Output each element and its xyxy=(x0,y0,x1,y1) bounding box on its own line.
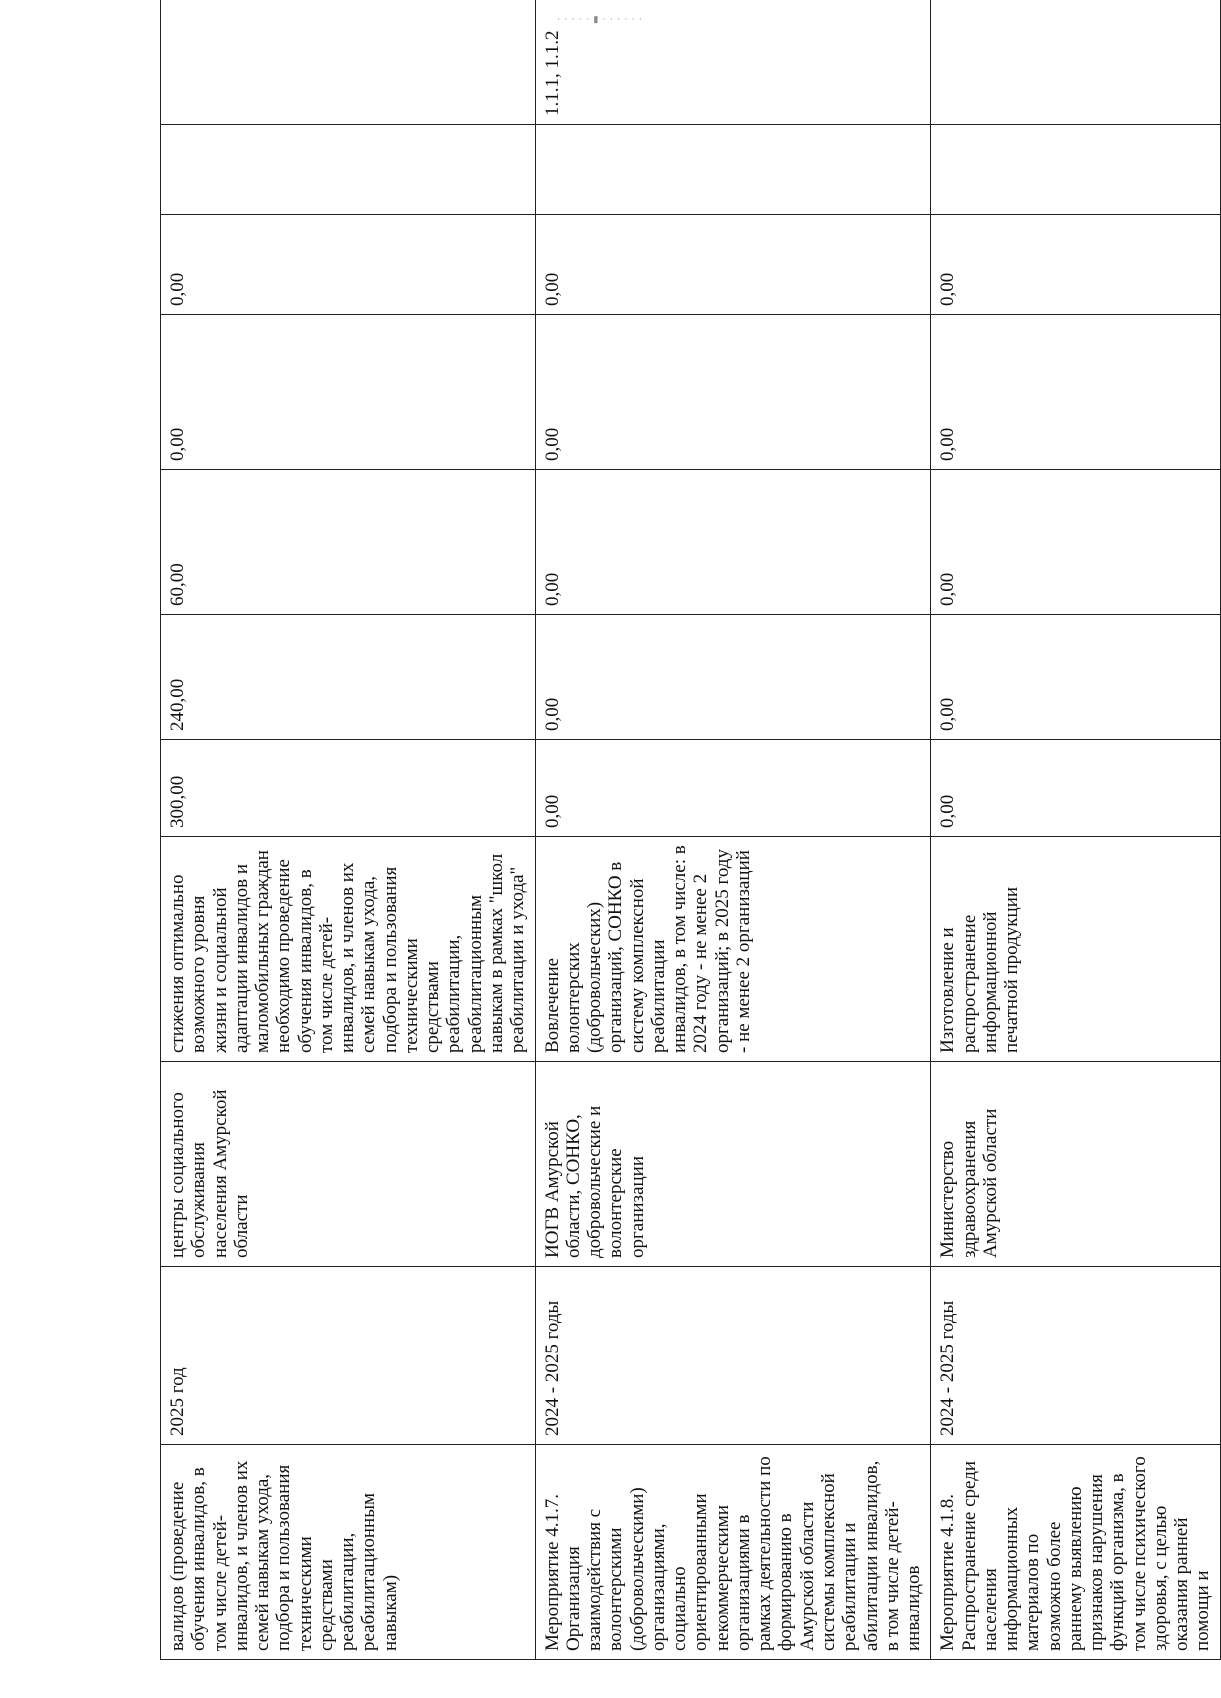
executor-cell: Министерство здравоохранения Амурской области xyxy=(931,1062,1220,1267)
measure-cell: Мероприятие 4.1.7. Организация взаимодействия с волонтерскими (добровольческими) организациями, социально ориентированными некоммерческими организациями в рамках деятельности по формированию в Амурской области системы комплексной реабилитации и абилитации инвалидов, в том числе детей-инвалидов xyxy=(535,1445,931,1660)
executor-cell: центры социального обслуживания населения Амурской области xyxy=(161,1062,536,1267)
empty-cell xyxy=(931,125,1220,215)
value-total-cell: 300,00 xyxy=(161,740,536,837)
value-total-cell: 0,00 xyxy=(931,740,1220,837)
table-row xyxy=(161,0,536,1660)
measure-cell: Мероприятие 4.1.8. Распространение среди населения информационных материалов по возможно более раннему выявлению признаков нарушения функций организма, в том числе психического здоровья, с целью оказания ранней помощи и xyxy=(931,1445,1220,1660)
value-cell: 0,00 xyxy=(931,470,1220,615)
value-cell: 0,00 xyxy=(161,315,536,470)
executor-cell: ИОГВ Амурской области, СОНКО, добровольческие и волонтерские организации xyxy=(535,1062,931,1267)
value-total-cell: 0,00 xyxy=(535,740,931,837)
empty-cell xyxy=(535,125,931,215)
value-cell: 60,00 xyxy=(161,470,536,615)
value-cell: 240,00 xyxy=(161,615,536,740)
empty-cell xyxy=(161,125,536,215)
value-cell: 0,00 xyxy=(535,615,931,740)
value-cell: 0,00 xyxy=(161,215,536,315)
table-row xyxy=(931,0,1220,1660)
result-cell: Изготовление и распространение информационной печатной продукции xyxy=(931,837,1220,1062)
table-row xyxy=(535,0,931,1660)
value-cell: 0,00 xyxy=(931,215,1220,315)
rotated-table-sheet xyxy=(160,30,1214,1660)
result-cell: Вовлечение волонтерских (добровольческих) организаций, СОНКО в систему комплексной реабилитации инвалидов, в том числе: в 2024 году - не менее 2 организаций; в 2025 году - не менее 2 организаций xyxy=(535,837,931,1062)
indicator-link-cell xyxy=(931,0,1220,125)
value-cell: 0,00 xyxy=(535,470,931,615)
value-cell: 0,00 xyxy=(931,615,1220,740)
result-cell: стижения оптимально возможного уровня жизни и социальной адаптации инвалидов и маломобильных граждан необходимо проведение обучения инвалидов, в том числе детей-инвалидов, и членов их семей навыкам ухода, подбора и пользования техническими средствами реабилитации, реабилитационным навыкам в рамках "школ реабилитации и ухода" xyxy=(161,837,536,1062)
period-cell: 2025 год xyxy=(161,1267,536,1445)
indicator-link-cell: 1.1.1, 1.1.2 xyxy=(535,0,931,125)
period-cell: 2024 - 2025 годы xyxy=(931,1267,1220,1445)
period-cell: 2024 - 2025 годы xyxy=(535,1267,931,1445)
scan-header-marks: · · · · · ▮ · · · · · · xyxy=(557,14,643,24)
value-cell: 0,00 xyxy=(535,315,931,470)
measure-cell: валидов (проведение обучения инвалидов, в том числе детей-инвалидов, и членов их семей навыкам ухода, подбора и пользования техническими средствами реабилитации, реабилитационным навыкам) xyxy=(161,1445,536,1660)
indicator-link-cell xyxy=(161,0,536,125)
program-measures-table xyxy=(160,0,1221,1660)
value-cell: 0,00 xyxy=(535,215,931,315)
value-cell: 0,00 xyxy=(931,315,1220,470)
